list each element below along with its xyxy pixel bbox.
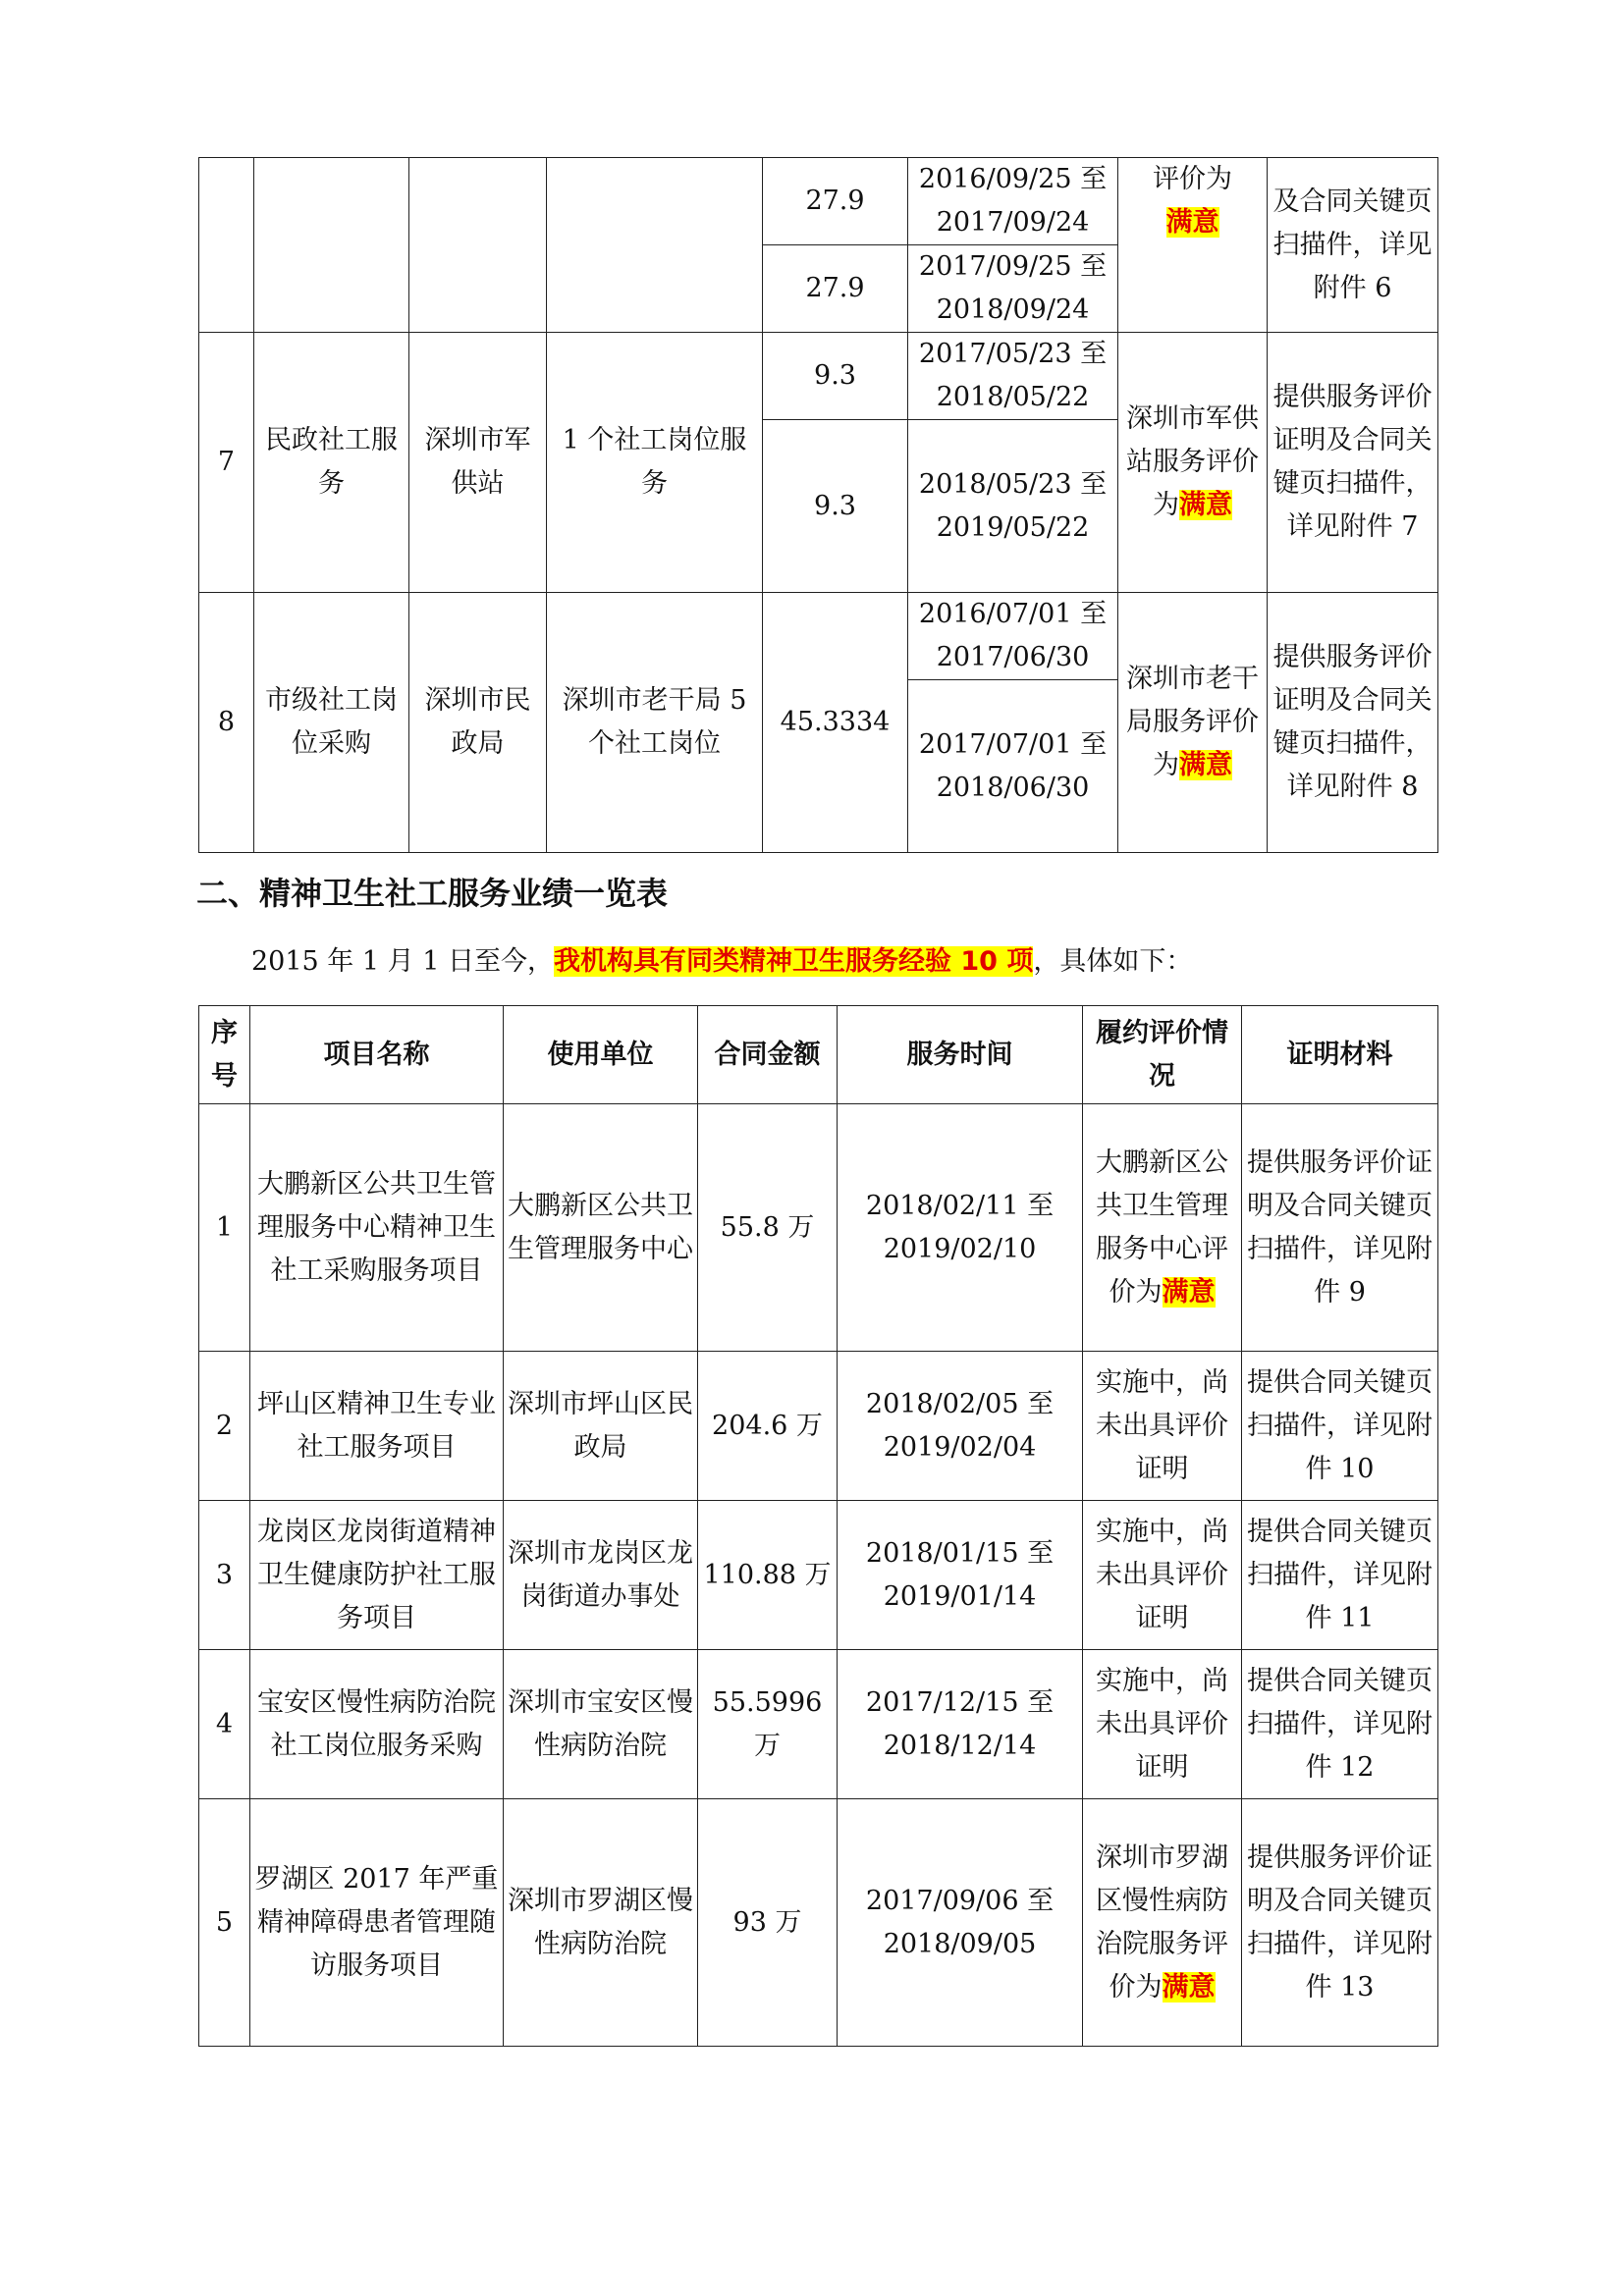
evaluation-text: 深圳市罗湖区慢性病防治院服务评价为 xyxy=(1096,1842,1228,2002)
evaluation xyxy=(1083,1501,1242,1650)
section-heading: 二、精神卫生社工服务业绩一览表 xyxy=(196,875,669,912)
col-header-period: 服务时间 xyxy=(838,1006,1083,1104)
table-row xyxy=(199,1501,1438,1650)
evaluation-text: 深圳市军供站服务评价为 xyxy=(1126,403,1259,520)
service-period: 2017/07/01 至 2018/06/30 xyxy=(908,680,1118,853)
client-unit: 大鹏新区公共卫生管理服务中心 xyxy=(504,1104,698,1352)
project-name: 大鹏新区公共卫生管理服务中心精神卫生社工采购服务项目 xyxy=(250,1104,504,1352)
evaluation xyxy=(1083,1104,1242,1352)
table-row xyxy=(199,1799,1438,2047)
table-row xyxy=(199,593,1438,680)
proof-material: 提供服务评价证明及合同关键页扫描件，详见附件 9 xyxy=(1242,1104,1438,1352)
intro-text: 2015 年 1 月 1 日至今， xyxy=(251,946,554,977)
project-name: 罗湖区 2017 年严重精神障碍患者管理随访服务项目 xyxy=(250,1799,504,2047)
row-no: 3 xyxy=(199,1501,250,1650)
client-unit: 深圳市坪山区民政局 xyxy=(504,1352,698,1501)
service-period: 2018/02/11 至 2019/02/10 xyxy=(838,1104,1083,1352)
service-period: 2018/01/15 至 2019/01/14 xyxy=(838,1501,1083,1650)
evaluation xyxy=(1118,333,1268,593)
col-header-unit: 使用单位 xyxy=(504,1006,698,1104)
evaluation-text: 实施中，尚未出具评价证明 xyxy=(1096,1366,1228,1484)
evaluation-text: 实施中，尚未出具评价证明 xyxy=(1096,1665,1228,1783)
contract-amount: 55.8 万 xyxy=(698,1104,838,1352)
contract-amount: 204.6 万 xyxy=(698,1352,838,1501)
row-no: 7 xyxy=(199,333,254,593)
evaluation-highlight: 满意 xyxy=(1162,1971,1216,2002)
evaluation xyxy=(1118,158,1268,333)
section-intro xyxy=(251,940,1192,984)
client-unit: 深圳市军供站 xyxy=(409,333,547,593)
client-unit: 深圳市罗湖区慢性病防治院 xyxy=(504,1799,698,2047)
evaluation xyxy=(1083,1799,1242,2047)
project-name: 市级社工岗位采购 xyxy=(254,593,409,853)
evaluation-text: 深圳市老干局服务评价为 xyxy=(1126,664,1259,780)
proof-material: 提供合同关键页扫描件，详见附件 12 xyxy=(1242,1650,1438,1799)
client-unit: 深圳市宝安区慢性病防治院 xyxy=(504,1650,698,1799)
proof-material: 提供服务评价证明及合同关键页扫描件，详见附件 13 xyxy=(1242,1799,1438,2047)
service-period: 2018/02/05 至 2019/02/04 xyxy=(838,1352,1083,1501)
service-period: 2017/12/15 至 2018/12/14 xyxy=(838,1650,1083,1799)
evaluation xyxy=(1083,1650,1242,1799)
service-period: 2018/05/23 至 2019/05/22 xyxy=(908,420,1118,593)
project-name: 宝安区慢性病防治院社工岗位服务采购 xyxy=(250,1650,504,1799)
service-period: 2016/09/25 至 2017/09/24 xyxy=(908,158,1118,245)
project-name: 坪山区精神卫生专业社工服务项目 xyxy=(250,1352,504,1501)
client-unit xyxy=(409,158,547,333)
row-no: 4 xyxy=(199,1650,250,1799)
contract-amount: 9.3 xyxy=(763,420,908,593)
contract-amount: 45.3334 xyxy=(763,593,908,853)
proof-material: 及合同关键页扫描件，详见附件 6 xyxy=(1268,158,1438,333)
contract-amount: 110.88 万 xyxy=(698,1501,838,1650)
contract-amount: 55.5996 万 xyxy=(698,1650,838,1799)
table-row xyxy=(199,1352,1438,1501)
row-no: 1 xyxy=(199,1104,250,1352)
service-content: 1 个社工岗位服务 xyxy=(547,333,763,593)
table-row xyxy=(199,1104,1438,1352)
service-period: 2017/09/25 至 2018/09/24 xyxy=(908,245,1118,333)
row-no: 2 xyxy=(199,1352,250,1501)
intro-text-end: ，具体如下： xyxy=(1033,946,1193,977)
service-content xyxy=(547,158,763,333)
service-period: 2016/07/01 至 2017/06/30 xyxy=(908,593,1118,680)
mental-health-service-table xyxy=(198,1005,1438,2047)
project-name xyxy=(254,158,409,333)
intro-highlight: 我机构具有同类精神卫生服务经验 10 项 xyxy=(553,946,1034,977)
contract-amount: 27.9 xyxy=(763,245,908,333)
service-period: 2017/09/06 至 2018/09/05 xyxy=(838,1799,1083,2047)
service-period: 2017/05/23 至 2018/05/22 xyxy=(908,333,1118,420)
client-unit: 深圳市龙岗区龙岗街道办事处 xyxy=(504,1501,698,1650)
evaluation-text: 评价为 xyxy=(1153,164,1232,194)
evaluation-highlight: 满意 xyxy=(1179,750,1232,780)
contract-amount: 9.3 xyxy=(763,333,908,420)
col-header-evaluation: 履约评价情况 xyxy=(1083,1006,1242,1104)
evaluation-highlight: 满意 xyxy=(1162,1276,1216,1308)
service-content: 深圳市老干局 5 个社工岗位 xyxy=(547,593,763,853)
col-header-no: 序号 xyxy=(199,1006,250,1104)
evaluation-text: 大鹏新区公共卫生管理服务中心评价为 xyxy=(1096,1147,1228,1308)
table-row xyxy=(199,1650,1438,1799)
evaluation-highlight: 满意 xyxy=(1165,207,1219,238)
table-header-row xyxy=(199,1006,1438,1104)
evaluation xyxy=(1083,1352,1242,1501)
service-table-continued xyxy=(198,157,1438,853)
contract-amount: 93 万 xyxy=(698,1799,838,2047)
table-row xyxy=(199,158,1438,245)
proof-material: 提供服务评价证明及合同关键页扫描件，详见附件 8 xyxy=(1268,593,1438,853)
proof-material: 提供合同关键页扫描件，详见附件 11 xyxy=(1242,1501,1438,1650)
project-name: 民政社工服务 xyxy=(254,333,409,593)
proof-material: 提供合同关键页扫描件，详见附件 10 xyxy=(1242,1352,1438,1501)
evaluation xyxy=(1118,593,1268,853)
col-header-name: 项目名称 xyxy=(250,1006,504,1104)
contract-amount: 27.9 xyxy=(763,158,908,245)
evaluation-text: 实施中，尚未出具评价证明 xyxy=(1096,1516,1228,1633)
row-no: 5 xyxy=(199,1799,250,2047)
client-unit: 深圳市民政局 xyxy=(409,593,547,853)
col-header-amount: 合同金额 xyxy=(698,1006,838,1104)
row-no xyxy=(199,158,254,333)
project-name: 龙岗区龙岗街道精神卫生健康防护社工服务项目 xyxy=(250,1501,504,1650)
row-no: 8 xyxy=(199,593,254,853)
proof-material: 提供服务评价证明及合同关键页扫描件，详见附件 7 xyxy=(1268,333,1438,593)
evaluation-highlight: 满意 xyxy=(1179,490,1232,520)
table-row xyxy=(199,333,1438,420)
col-header-proof: 证明材料 xyxy=(1242,1006,1438,1104)
